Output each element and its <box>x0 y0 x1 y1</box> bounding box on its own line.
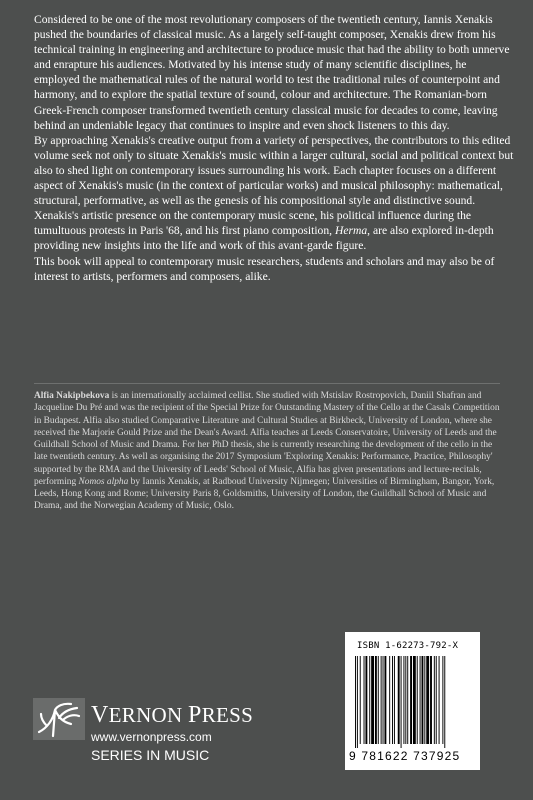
barcode-bar <box>410 656 412 744</box>
barcode-bar <box>355 656 356 748</box>
barcode-bar <box>417 656 418 744</box>
barcode-bar <box>384 656 386 744</box>
author-name: Alfia Nakipbekova <box>34 391 110 401</box>
description-p2-text-end: , are also explored in-depth providing new insights into the life and work of this avant-garde figure. <box>34 224 494 253</box>
barcode-bar <box>426 656 429 744</box>
barcode-bar <box>430 656 432 744</box>
barcode-bar <box>436 656 437 744</box>
vernon-press-logo-icon <box>33 698 85 740</box>
description-paragraph-3: This book will appeal to contemporary music researchers, students and scholars and may also be of interest to artists, performers and composers, alike. <box>34 254 495 283</box>
barcode-bar <box>422 656 424 744</box>
description-paragraph-1: Considered to be one of the most revolutionary composers of the twentieth century, Iannis Xenakis pushed the boundaries of classical music. As a largely self-taught composer, Xenakis drew from his technical training in engineering and architecture to produce music that had the ability to both unnerve and enrapture his audiences. Motivated by his intense study of many scientific disciplines, he employed the mathematical rules of the natural world to test the traditional rules of counterpoint and harmony, and to explore the spatial texture of sound, colour and architecture. The Romanian-born Greek-French composer transformed twentieth century classical music for decades to come, leaving behind an undeniable legacy that continues to inspire and even shock listeners to this day. <box>34 13 510 132</box>
barcode-bar <box>401 656 402 748</box>
barcode-bar <box>424 656 425 744</box>
isbn-barcode-box <box>345 632 480 770</box>
bio-text-end: by Iannis Xenakis, at Radboud University Nijmegen; Universities of Birmingham, Bangor, York, Leeds, Hong Kong and Rome; University Paris 8, Goldsmiths, University of London, the Guildhall School of Music and Drama, and the Norwegian Academy of Music, Oslo. <box>34 476 495 512</box>
bio-paragraph <box>34 390 504 513</box>
series-name: SERIES IN MUSIC <box>91 747 210 763</box>
isbn-label: ISBN 1-62273-792-X <box>357 641 459 651</box>
publisher-name-part-1: ERNON <box>108 703 189 727</box>
bio-text: is an internationally acclaimed cellist. She studied with Mstislav Rostropovich, Daniil Shafran and Jacqueline Du Pré and was the recipient of the Special Prize for Outstanding Mastery of the Cello at the Casals Competition in Budapest. Alfia also studied Comparative Literature and Cultural Studies at Birkbeck, University of London, where she received the Marjorie Gould Prize and the Dean's Award. Alfia teaches at Leeds Conservatoire, University of Leeds and the Guildhall School of Music and Drama. For her PhD thesis, she is currently researching the development of the cello in the late twentieth century. As well as organising the 2017 Symposium 'Exploring Xenakis: Performance, Practice, Philosophy' supported by the RMA and the University of Leeds' School of Music, Alfia has given presentations and lecture-recitals, performing <box>34 391 500 487</box>
barcode-bar <box>369 656 370 744</box>
barcode-bar <box>375 656 377 744</box>
barcode-bar <box>389 656 390 744</box>
barcode-bar <box>364 656 365 744</box>
barcode-bar <box>444 656 445 748</box>
barcode-bar <box>442 656 443 744</box>
barcode-bar <box>398 656 400 744</box>
barcode-bar <box>381 656 382 744</box>
barcode-bar <box>403 656 404 744</box>
barcode-bar <box>434 656 435 744</box>
description-p2-text: By approaching Xenakis's creative output from a variety of perspectives, the contributors to this edited volume seek not only to situate Xenakis's music within a larger cultural, social and political context but also to shed light on contemporary issues surrounding his work. Each chapter focuses on a different aspect of Xenakis's music (in the context of particular works) and musical philosophy: mathematical, structural, performative, as well as the genesis of his compositional style and distinctive sound. Xenakis's artistic presence on the contemporary music scene, his political influence during the tumultuous protests in Paris '68, and his first piano composition, <box>34 133 514 238</box>
publisher-initial-p: P <box>188 702 202 728</box>
barcode-bar <box>394 656 395 744</box>
author-bio <box>34 390 504 513</box>
barcode-bar <box>371 656 374 744</box>
barcode-bar <box>405 656 406 744</box>
section-divider <box>34 383 500 384</box>
barcode-bar <box>383 656 384 744</box>
publisher-website: www.vernonpress.com <box>91 730 212 744</box>
barcode-bar <box>420 656 421 744</box>
publisher-name <box>91 702 253 729</box>
barcode-bar <box>407 656 408 744</box>
bio-work-title: Nomos alpha <box>78 476 129 487</box>
barcode-bar <box>392 656 393 744</box>
description-p2-title: Herma <box>334 224 368 238</box>
barcode-bar <box>360 656 361 744</box>
barcode-icon <box>353 656 472 748</box>
barcode-bar <box>439 656 440 744</box>
barcode-bar <box>357 656 358 748</box>
publisher-initial-v: V <box>91 702 109 728</box>
description-paragraph-2 <box>34 133 514 254</box>
barcode-number: 9 781622 737925 <box>349 749 461 763</box>
barcode-bar <box>365 656 367 744</box>
book-description <box>34 12 514 284</box>
barcode-bar <box>413 656 416 744</box>
publisher-name-part-2: RESS <box>201 703 254 727</box>
barcode-bar <box>378 656 379 744</box>
